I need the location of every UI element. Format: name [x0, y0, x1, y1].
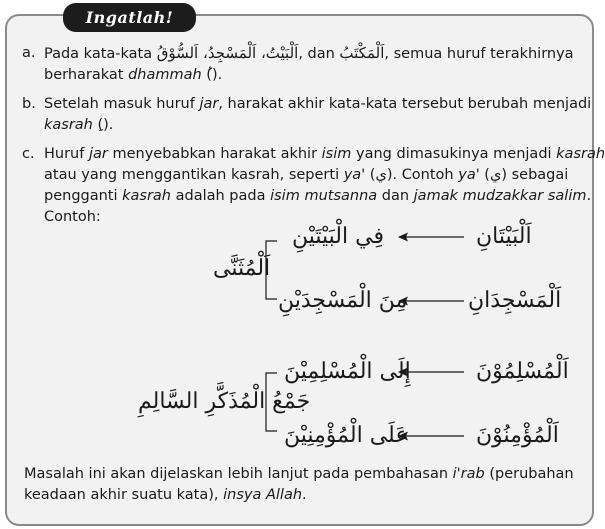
example-result: إِلَى الْمُسْلِمِيْنَ	[284, 359, 411, 384]
text-segment: , harakat akhir kata-kata tersebut berubah menjadi	[218, 96, 592, 112]
example-source: اَلْمُؤْمِنُوْنَ	[476, 423, 559, 448]
footer-note	[24, 464, 574, 506]
example-result: مِنَ الْمَسْجِدَيْنِ	[278, 288, 408, 313]
footer-line	[24, 464, 574, 485]
emphasis-term: ya'	[458, 167, 480, 183]
text-segment: Huruf	[44, 146, 89, 162]
text-segment: .	[302, 487, 307, 503]
arabic-word: اَلْمَكْتَبُ	[339, 44, 385, 62]
example-result: فِي الْبَيْتَيْنِ	[292, 224, 384, 249]
emphasis-term: jar	[88, 146, 108, 162]
example-result: عَلَى الْمُؤْمِنِيْنَ	[284, 423, 409, 448]
item-label: b.	[22, 96, 36, 112]
emphasis-term: dhammah	[128, 67, 202, 83]
emphasis-term: jamak mudzakkar salim	[413, 188, 587, 204]
emphasis-term: insya Allah	[223, 487, 303, 503]
item-label: a.	[22, 45, 36, 61]
footer-line	[24, 485, 574, 506]
example-source: اَلْمُسْلِمُوْنَ	[476, 359, 569, 384]
text-segment: (ي) sebagai	[479, 167, 569, 183]
text-segment: pengganti	[44, 188, 123, 204]
emphasis-term: kasrah	[556, 146, 605, 162]
item-label: c.	[22, 146, 35, 162]
emphasis-term: isim mutsanna	[270, 188, 378, 204]
arabic-words: اَلْبَيْتُ، اَلْمَسْجِدُ، اَلسُّوْقُ	[156, 44, 299, 62]
group-label-plural: جَمْعُ الْمُذَكَّرِ السَّالِمِ	[138, 389, 311, 414]
text-segment: Setelah masuk huruf	[44, 96, 200, 112]
text-segment: dan	[377, 188, 414, 204]
text-segment: Masalah ini akan dijelaskan lebih lanjut pada pembahasan	[24, 466, 453, 482]
emphasis-term: isim	[321, 146, 352, 162]
text-segment: menyebabkan harakat akhir	[107, 146, 322, 162]
text-segment: (perubahan	[484, 466, 574, 482]
text-segment: keadaan akhir suatu kata),	[24, 487, 224, 503]
text-segment: .	[586, 188, 592, 204]
group-label-dual: اَلْمُثَنَّى	[213, 256, 271, 281]
title-badge: Ingatlah!	[63, 3, 196, 32]
text-segment: (ِ).	[92, 117, 114, 133]
example-source: اَلْمَسْجِدَانِ	[468, 288, 562, 313]
emphasis-term: ya'	[343, 167, 366, 183]
text-segment: yang dimasukinya menjadi	[351, 146, 557, 162]
emphasis-term: jar	[199, 96, 219, 112]
text-segment: adalah pada	[171, 188, 271, 204]
emphasis-term: i'rab	[452, 466, 485, 482]
text-segment: , dan	[298, 46, 340, 62]
text-segment: (ي). Contoh	[365, 167, 459, 183]
text-segment: Pada kata-kata	[44, 46, 157, 62]
text-segment: (ُ).	[201, 67, 223, 83]
example-intro: Contoh:	[44, 209, 101, 225]
example-source: اَلْبَيْتَانِ	[476, 224, 532, 249]
emphasis-term: kasrah	[122, 188, 171, 204]
text-segment: atau yang menggantikan kasrah, seperti	[44, 167, 344, 183]
emphasis-term: kasrah	[44, 117, 93, 133]
text-segment: , semua huruf terakhirnya	[384, 46, 574, 62]
text-segment: berharakat	[44, 67, 129, 83]
